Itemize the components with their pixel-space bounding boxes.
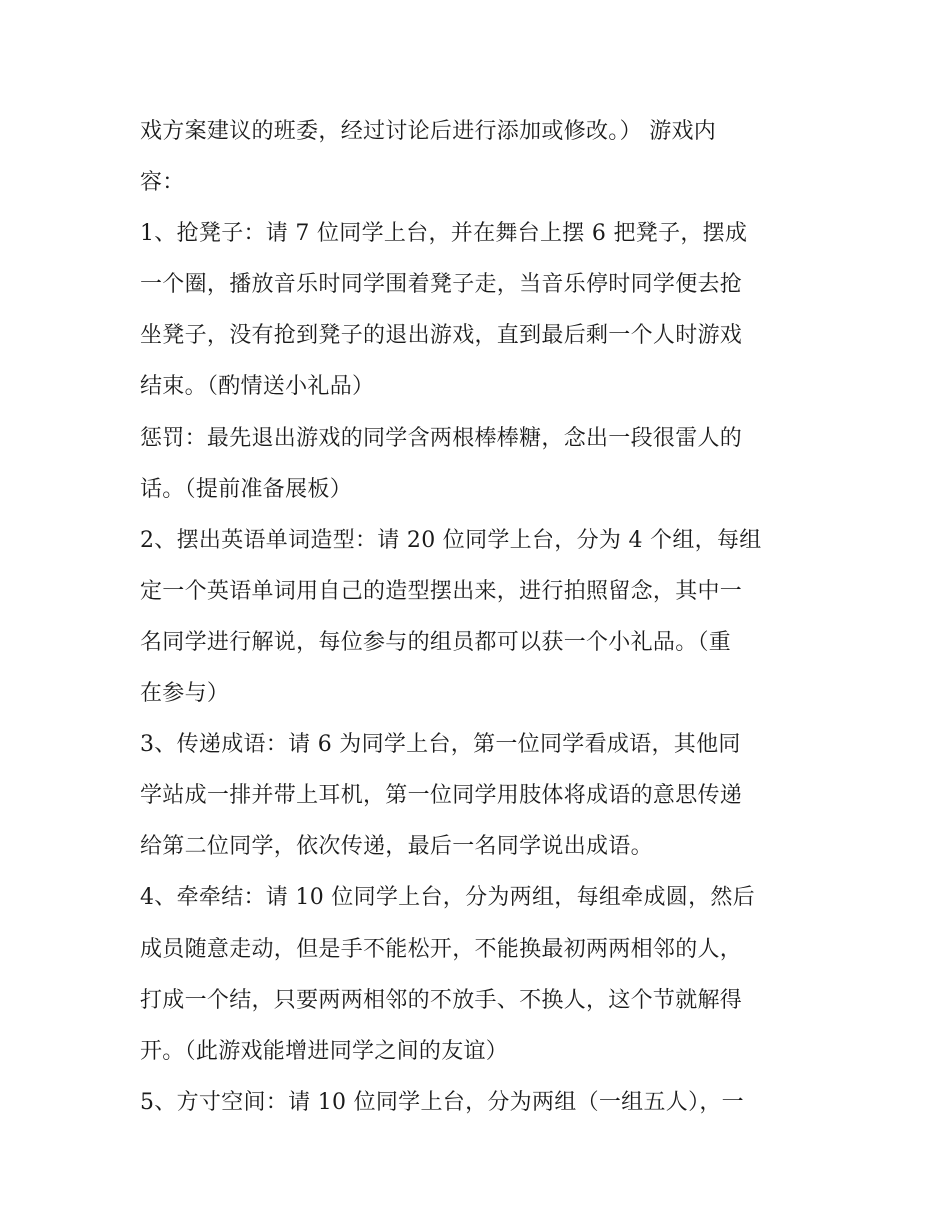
text-line: 话。（提前准备展板） [140,476,353,502]
text-line: 一个圈，播放音乐时同学围着凳子走，当音乐停时同学便去抢 [140,272,743,298]
document-body [140,110,820,1132]
text-line: 4、牵牵结：请 10 位同学上台，分为两组，每组牵成圆，然后 [140,885,755,911]
text-line: 名同学进行解说，每位参与的组员都可以获一个小礼品。（重 [140,629,732,655]
text-line: 1、抢凳子：请 7 位同学上台，并在舞台上摆 6 把凳子，摆成 [140,221,748,247]
text-line: 给第二位同学，依次传递，最后一名同学说出成语。 [140,834,653,860]
text-line: 学站成一排并带上耳机，第一位同学用肢体将成语的意思传递 [140,783,743,809]
text-line: 打成一个结，只要两两相邻的不放手、不换人，这个节就解得 [140,987,743,1013]
text-line: 结束。（酌情送小礼品） [140,374,375,400]
text-line: 戏方案建议的班委，经过讨论后进行添加或修改。） 游戏内 [140,119,717,144]
text-line: 2、摆出英语单词造型：请 20 位同学上台，分为 4 个组，每组 [140,527,762,553]
text-line: 定一个英语单词用自己的造型摆出来，进行拍照留念，其中一 [140,578,743,604]
text-line: 容： [140,170,185,196]
text-line: 惩罚：最先退出游戏的同学含两根棒棒糖，念出一段很雷人的 [140,425,743,451]
text-line: 在参与） [140,681,230,707]
text-line: 开。（此游戏能增进同学之间的友谊） [140,1038,509,1064]
text-line: 成员随意走动，但是手不能松开，不能换最初两两相邻的人， [140,936,743,962]
text-line: 5、方寸空间：请 10 位同学上台，分为两组（一组五人），一 [140,1089,744,1115]
text-line: 坐凳子，没有抢到凳子的退出游戏，直到最后剩一个人时游戏 [140,323,743,349]
text-line: 3、传递成语：请 6 为同学上台，第一位同学看成语，其他同 [140,732,741,758]
